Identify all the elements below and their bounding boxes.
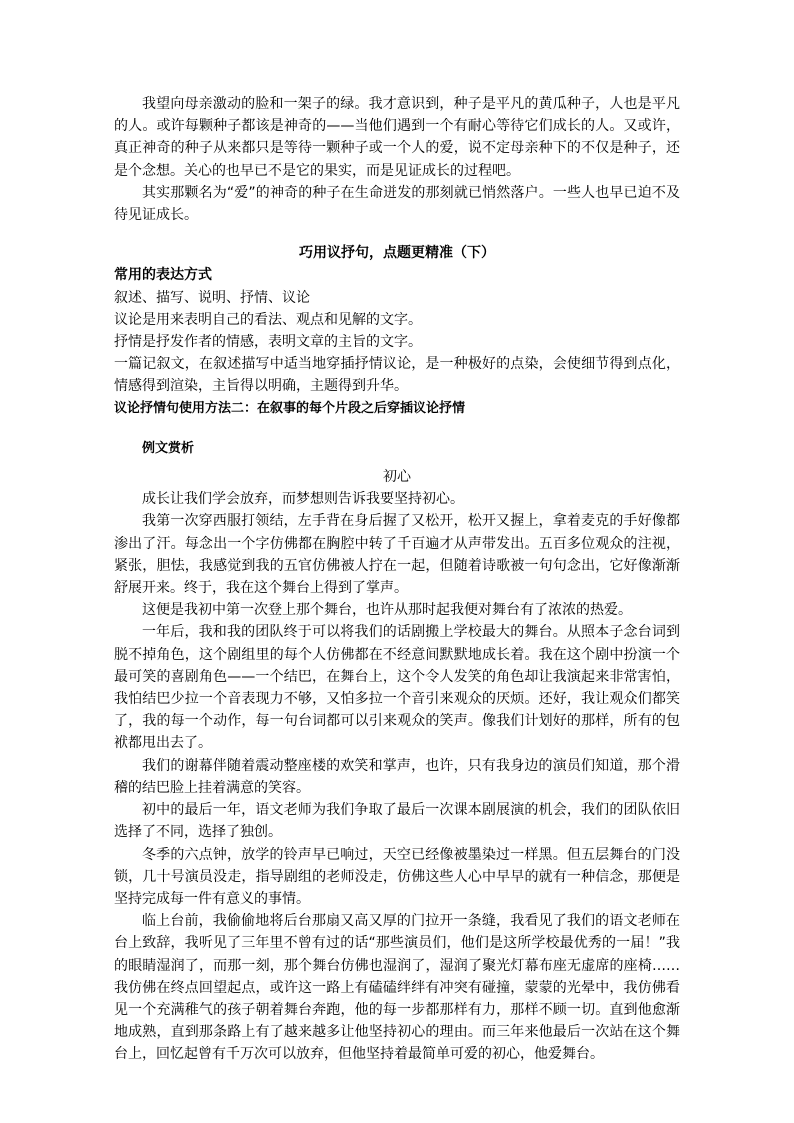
story-paragraph: 临上台前，我偷偷地将后台那扇又高又厚的门拉开一条缝，我看见了我们的语文老师在台上致辞，我听见了三年里不曾有过的话“那些演员们，他们是这所学校最优秀的一届！”我的眼睛湿润了，而那一刻，那个舞台仿佛也湿润了，湿润了聚光灯幕布座无虚席的座椅……我仿佛在终点回望起点，或许这一路上有磕磕绊绊有冲突有碰撞，蒙蒙的光晕中，我仿佛看见一个充满稚气的孩子朝着舞台奔跑，他的每一步都那样有力，那样不顾一切。直到他愈渐地成熟，直到那条路上有了越来越多让他坚持初心的理由。而三年来他最后一次站在这个舞台上，回忆起曾有千万次可以放弃，但他坚持着最简单可爱的初心，他爱舞台。 [114, 913, 680, 1063]
story-paragraph: 我们的谢幕伴随着震动整座楼的欢笑和掌声，也许，只有我身边的演员们知道，那个滑稽的结巴脸上挂着满意的笑容。 [114, 757, 680, 796]
story-paragraph: 初中的最后一年，语文老师为我们争取了最后一次课本剧展演的机会，我们的团队依旧选择了不同，选择了独创。 [114, 802, 680, 841]
story-paragraph: 成长让我们学会放弃，而梦想则告诉我要坚持初心。 [142, 491, 464, 508]
story-paragraph: 这便是我初中第一次登上那个舞台，也许从那时起我便对舞台有了浓浓的热爱。 [142, 602, 632, 619]
intro-paragraph: 我望向母亲激动的脸和一架子的绿。我才意识到，种子是平凡的黄瓜种子，人也是平凡的人。或许每颗种子都该是神奇的——当他们遇到一个有耐心等待它们成长的人。又或许，真正神奇的种子从来都只是等待一颗种子或一个人的爱，说不定母亲种下的不仅是种子，还是个念想。关心的也早已不是它的果实，而是见证成长的过程吧。 [114, 96, 680, 179]
example-label: 例文赏析 [142, 440, 195, 456]
explanation-paragraph: 一篇记叙文，在叙述描写中适当地穿插抒情议论，是一种极好的点染，会使细节得到点化，情感得到渲染，主旨得以明确，主题得到升华。 [114, 356, 680, 395]
document-page [114, 93, 680, 1066]
story-paragraph: 一年后，我和我的团队终于可以将我们的话剧搬上学校最大的舞台。从照本子念台词到脱不掉角色，这个剧组里的每个人仿佛都在不经意间默默地成长着。我在这个剧中扮演一个最可笑的喜剧角色——一个结巴，在舞台上，这个令人发笑的角色却让我演起来非常害怕，我怕结巴少拉一个音表现力不够，又怕多拉一个音引来观众的厌烦。还好，我让观众们都笑了，我的每一个动作，每一句台词都可以引来观众的笑声。像我们计划好的那样，所有的包袱都甩出去了。 [114, 624, 680, 752]
method-two-heading: 议论抒情句使用方法二：在叙事的每个片段之后穿插议论抒情 [114, 400, 466, 416]
section-title: 巧用议抒句，点题更精准（下） [299, 245, 495, 262]
expression-heading: 常用的表达方式 [114, 267, 212, 284]
definition-discussion: 议论是用来表明自己的看法、观点和见解的文字。 [114, 311, 422, 328]
intro-paragraph: 其实那颗名为“爱”的神奇的种子在生命迸发的那刻就已悄然落户。一些人也早已迫不及待见证成长。 [114, 184, 680, 224]
definition-lyric: 抒情是抒发作者的情感，表明文章的主旨的文字。 [114, 334, 422, 351]
story-paragraph: 我第一次穿西服打领结，左手背在身后握了又松开，松开又握上，拿着麦克的手好像都渗出了汗。每念出一个字仿佛都在胸腔中转了千百遍才从声带发出。五百多位观众的注视，紧张，胆怯，我感觉到我的五官仿佛被人拧在一起，但随着诗歌被一句句念出，它好像渐渐舒展开来。终于，我在这个舞台上得到了掌声。 [114, 513, 680, 597]
story-title: 初心 [383, 469, 411, 486]
story-paragraph: 冬季的六点钟，放学的铃声早已响过，天空已经像被墨染过一样黑。但五层舞台的门没锁，几十号演员没走，指导剧组的老师没走，仿佛这些人心中早早的就有一种信念，那便是坚持完成每一件有意义的事情。 [114, 846, 680, 907]
expression-list: 叙述、描写、说明、抒情、议论 [114, 289, 310, 306]
